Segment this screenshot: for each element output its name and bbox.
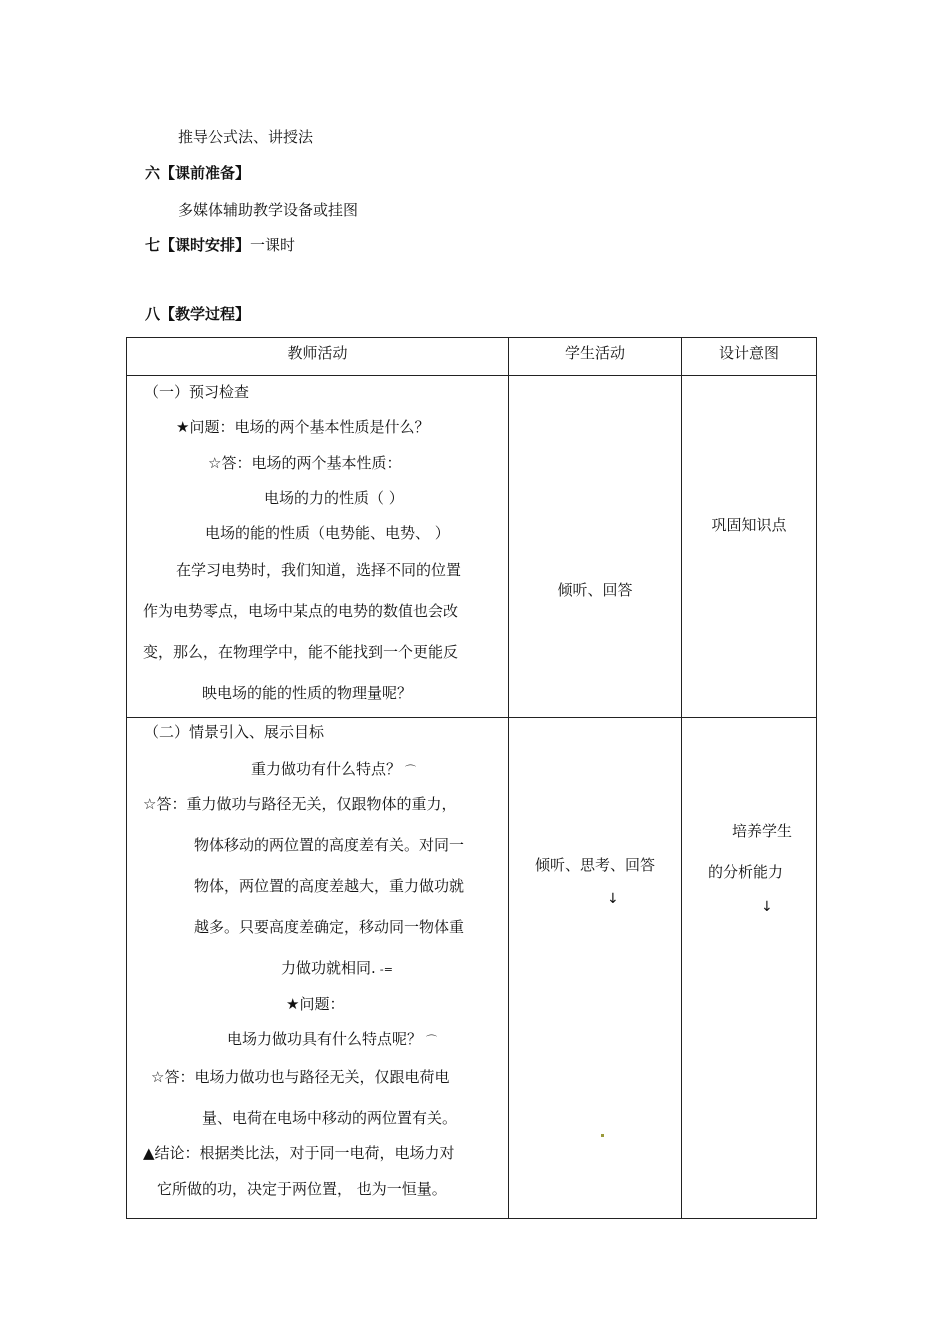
row2-line xyxy=(281,957,393,978)
table-header-row xyxy=(127,338,817,376)
header-teacher-activity: 教师活动 xyxy=(287,344,348,362)
stray-dot xyxy=(601,1134,604,1137)
row2-line: 物体移动的两位置的高度差有关。对同一 xyxy=(194,836,465,854)
tail-mark-icon: -= xyxy=(379,963,393,976)
header-student-activity: 学生活动 xyxy=(564,344,625,362)
row2-line: 越多。只要高度差确定，移动同一物体重 xyxy=(194,918,465,936)
section-7-text: 一课时 xyxy=(250,236,296,254)
table-row xyxy=(127,376,817,718)
down-arrow-icon: ↓ xyxy=(607,891,619,907)
row2-line-text: 重力做功有什么特点？ xyxy=(251,760,402,778)
row2-line: ☆答：电场力做功也与路径无关，仅跟电荷电 xyxy=(151,1068,450,1086)
row1-student-activity: 倾听、回答 xyxy=(557,581,633,599)
row2-line: ▲结论：根据类比法，对于同一电荷，电场力对 xyxy=(143,1144,455,1162)
row2-line-text: 电场力做功具有什么特点呢？ xyxy=(227,1030,423,1048)
section-7-title: 七【课时安排】 xyxy=(145,236,251,254)
row2-line: ★问题： xyxy=(286,995,345,1013)
teaching-process-table xyxy=(126,337,817,1219)
row1-line: （一）预习检查 xyxy=(144,383,250,401)
row2-design-line: 的分析能力 xyxy=(708,863,784,881)
row1-line: 电场的能的性质（电势能、电势、 ） xyxy=(205,524,450,542)
row2-line: （二）情景引入、展示目标 xyxy=(144,723,325,741)
row2-line: ☆答：重力做功与路径无关，仅跟物体的重力， xyxy=(143,795,457,813)
row2-line: 物体，两位置的高度差越大，重力做功就 xyxy=(194,877,465,895)
row1-line: 变，那么，在物理学中，能不能找到一个更能反 xyxy=(143,643,459,661)
row2-student-activity: 倾听、思考、回答 xyxy=(534,856,655,874)
row1-design-intent: 巩固知识点 xyxy=(711,516,787,534)
row2-line xyxy=(227,1028,437,1049)
teaching-methods: 推导公式法、讲授法 xyxy=(178,128,314,146)
row1-line: 映电场的能的性质的物理量呢？ xyxy=(202,684,413,702)
section-7 xyxy=(145,234,295,255)
section-8-title: 八【教学过程】 xyxy=(145,305,251,323)
row2-line: 它所做的功，决定于两位置， 也为一恒量。 xyxy=(157,1180,447,1198)
row1-line: 作为电势零点，电场中某点的电势的数值也会改 xyxy=(143,602,459,620)
down-arrow-icon: ↓ xyxy=(761,899,773,915)
header-design-intent: 设计意图 xyxy=(718,344,779,362)
bracket-mark-icon: ⌒ xyxy=(426,1034,438,1047)
section-6-text: 多媒体辅助教学设备或挂图 xyxy=(178,201,359,219)
row1-line: ☆答：电场的两个基本性质： xyxy=(208,454,402,472)
row1-line: ★问题：电场的两个基本性质是什么？ xyxy=(176,418,430,436)
row2-line xyxy=(251,758,416,779)
row2-line-text: 力做功就相同. xyxy=(281,959,376,977)
row1-line: 在学习电势时，我们知道，选择不同的位置 xyxy=(176,561,462,579)
row1-line: 电场的力的性质（ ） xyxy=(264,489,404,507)
row2-line: 量、电荷在电场中移动的两位置有关。 xyxy=(202,1109,458,1127)
bracket-mark-icon: ⌒ xyxy=(405,764,417,777)
table-row xyxy=(127,718,817,1219)
section-6-title: 六【课前准备】 xyxy=(145,164,251,182)
row2-design-line: 培养学生 xyxy=(732,822,793,840)
